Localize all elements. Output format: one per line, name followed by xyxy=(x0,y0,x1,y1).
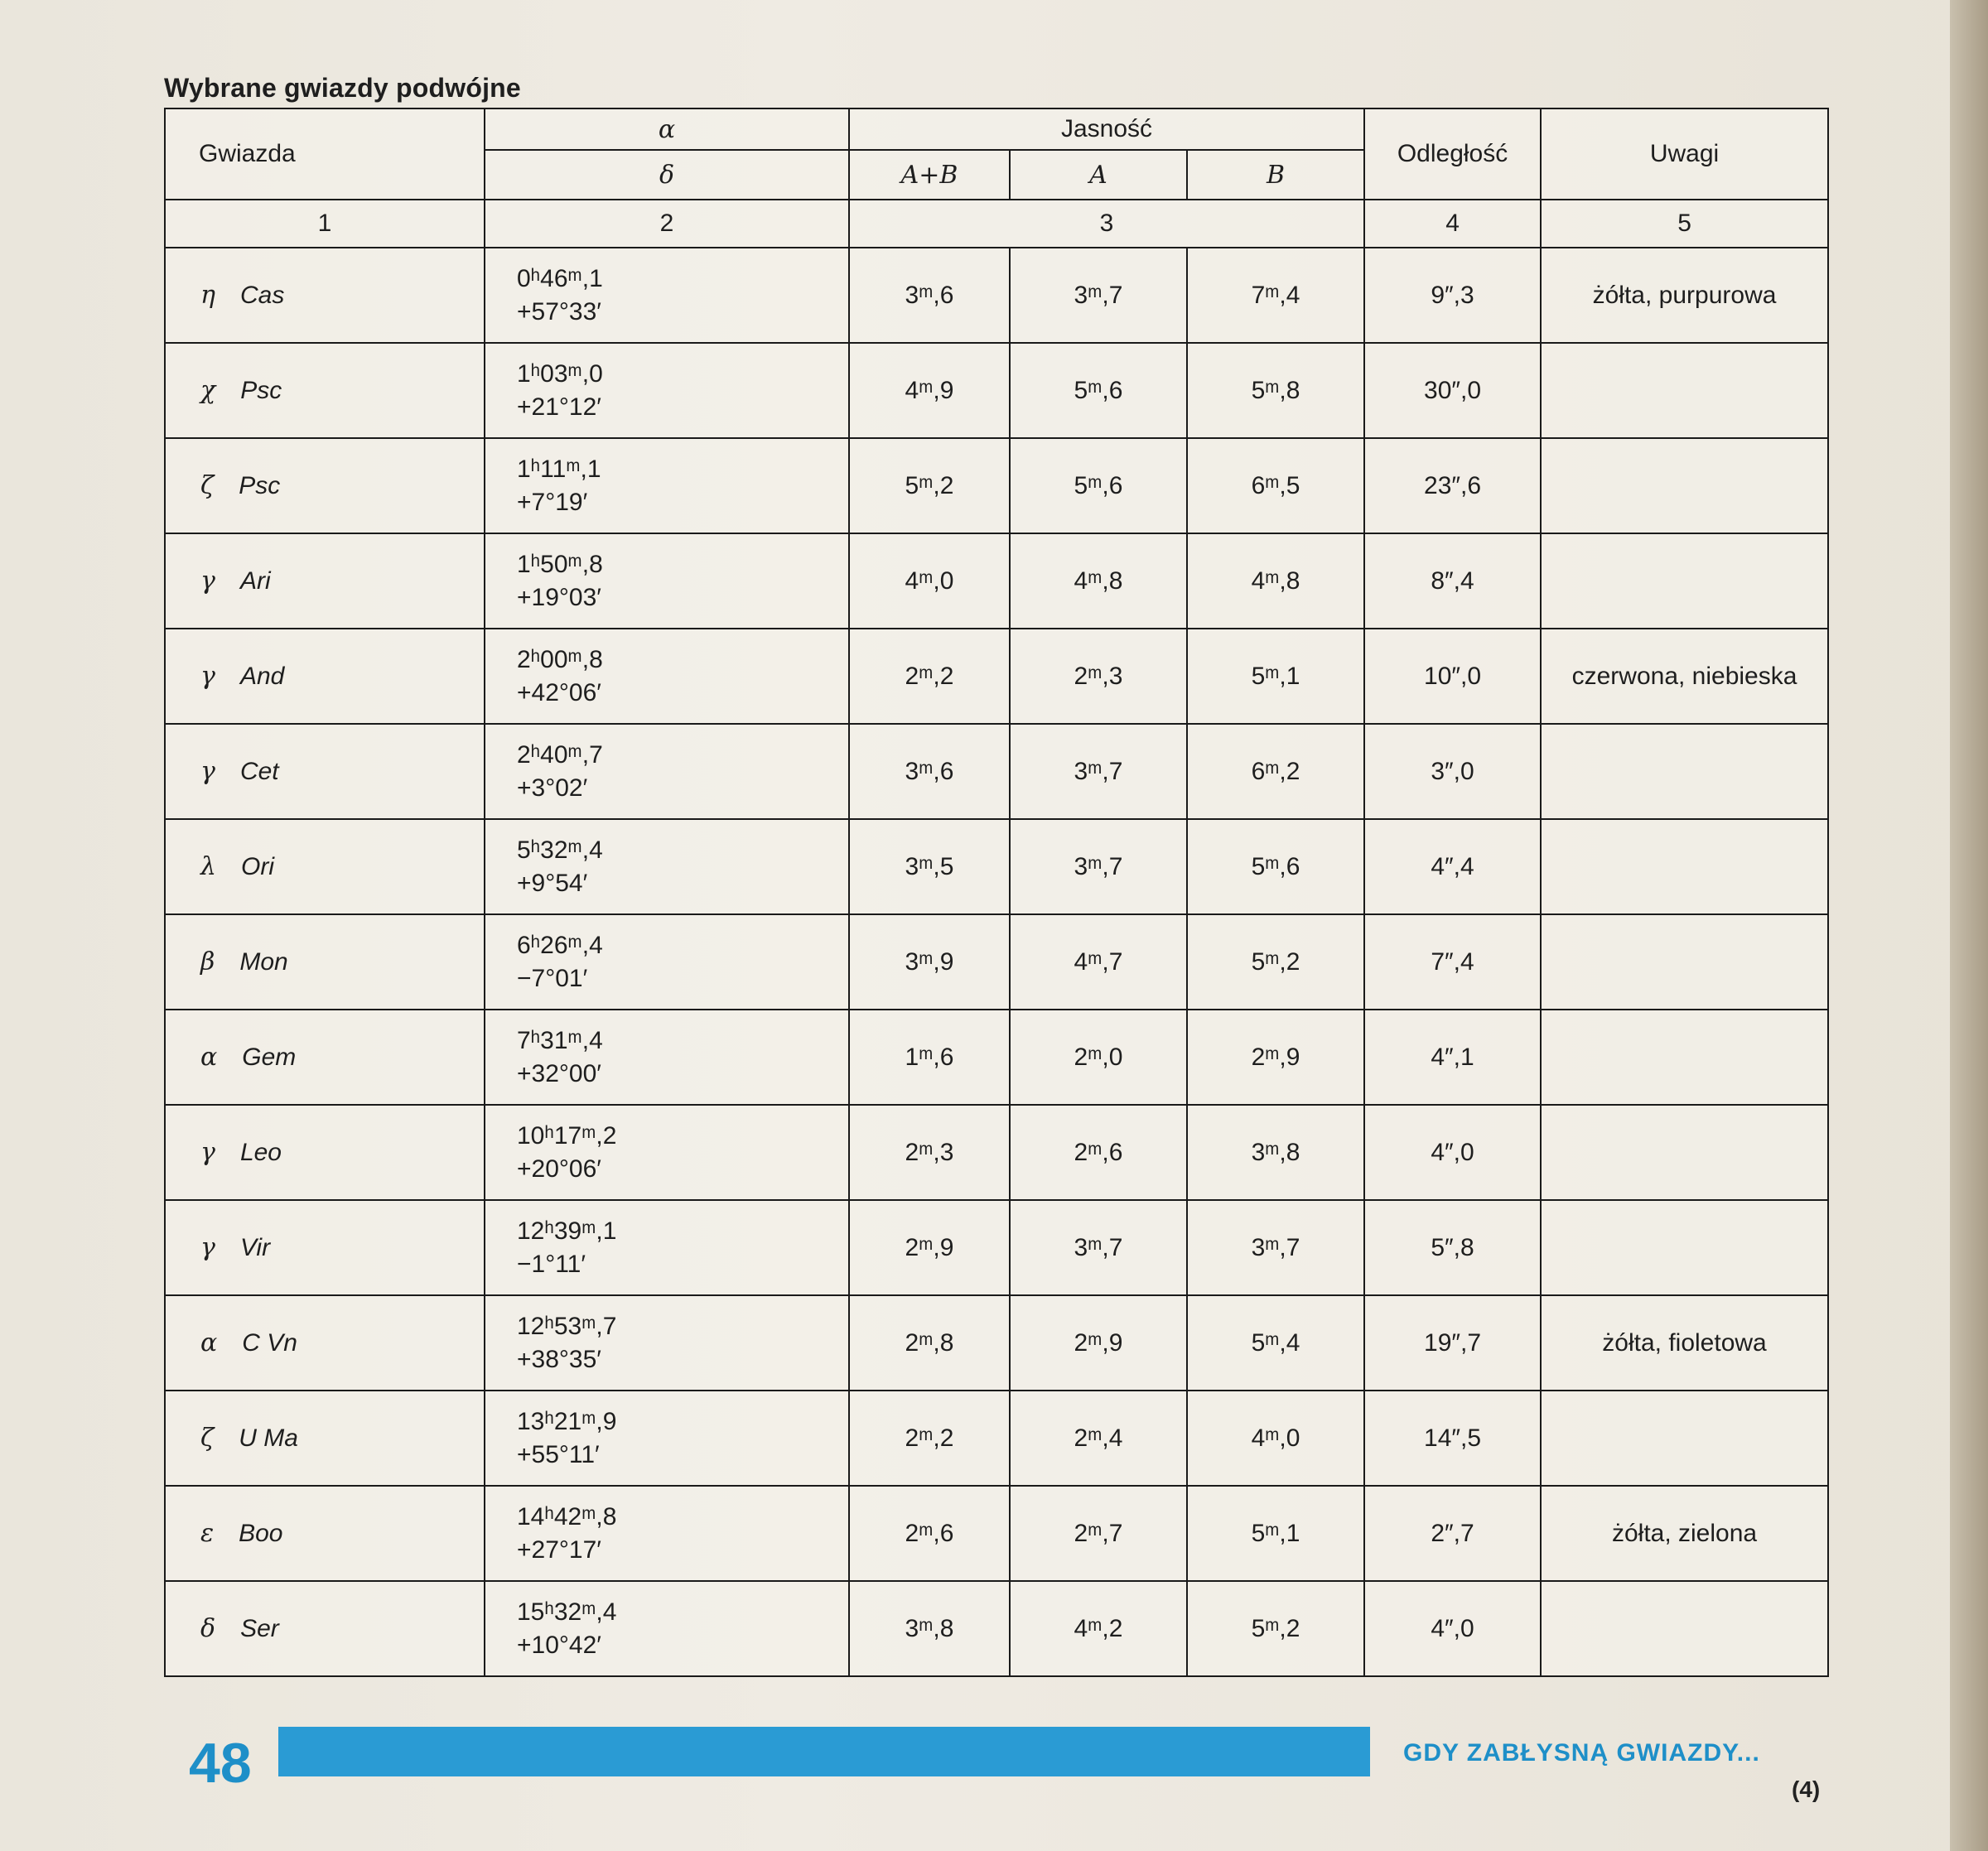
color-note: żółta, fioletowa xyxy=(1541,1295,1828,1391)
constellation: U Ma xyxy=(239,1424,298,1452)
header-b: B xyxy=(1187,150,1364,200)
star-greek-letter: γ xyxy=(200,1138,215,1167)
declination: +20°06′ xyxy=(517,1154,601,1183)
star-name-cell xyxy=(165,1105,485,1200)
separation: 10″,0 xyxy=(1364,629,1541,724)
magnitude-ab: 3ᵐ,6 xyxy=(849,724,1010,819)
coordinates-cell xyxy=(485,438,849,533)
page-number: 48 xyxy=(189,1732,252,1795)
color-note xyxy=(1541,1391,1828,1486)
column-number: 2 xyxy=(485,200,849,248)
constellation: Leo xyxy=(239,1139,282,1166)
separation: 2″,7 xyxy=(1364,1486,1541,1581)
magnitude-b: 5ᵐ,1 xyxy=(1187,629,1364,724)
declination: +32°00′ xyxy=(517,1059,601,1087)
right-ascension: 7ʰ31ᵐ,4 xyxy=(517,1026,603,1054)
declination: +7°19′ xyxy=(517,488,588,516)
star-greek-letter: ε xyxy=(200,1519,215,1548)
coordinates-cell xyxy=(485,629,849,724)
star-greek-letter: γ xyxy=(200,566,215,595)
right-ascension: 15ʰ32ᵐ,4 xyxy=(517,1598,617,1626)
constellation: Ser xyxy=(240,1615,279,1642)
magnitude-ab: 4ᵐ,9 xyxy=(849,343,1010,438)
star-greek-letter: η xyxy=(200,281,215,310)
declination: −1°11′ xyxy=(517,1250,586,1278)
color-note xyxy=(1541,343,1828,438)
header-delta: δ xyxy=(485,150,849,200)
table-row xyxy=(165,629,1828,724)
magnitude-ab: 3ᵐ,6 xyxy=(849,248,1010,343)
separation: 5″,8 xyxy=(1364,1200,1541,1295)
table-row xyxy=(165,1105,1828,1200)
constellation: Cas xyxy=(239,282,285,309)
right-ascension: 14ʰ42ᵐ,8 xyxy=(517,1502,617,1530)
magnitude-a: 2ᵐ,7 xyxy=(1010,1486,1187,1581)
magnitude-b: 5ᵐ,6 xyxy=(1187,819,1364,914)
color-note: żółta, zielona xyxy=(1541,1486,1828,1581)
column-number: 3 xyxy=(849,200,1364,248)
declination: +19°03′ xyxy=(517,583,601,611)
star-greek-letter: β xyxy=(200,947,215,976)
color-note: żółta, purpurowa xyxy=(1541,248,1828,343)
magnitude-a: 4ᵐ,2 xyxy=(1010,1581,1187,1676)
right-ascension: 12ʰ53ᵐ,7 xyxy=(517,1312,617,1340)
magnitude-a: 4ᵐ,8 xyxy=(1010,533,1187,629)
separation: 19″,7 xyxy=(1364,1295,1541,1391)
declination: +38°35′ xyxy=(517,1345,601,1373)
coordinates-cell xyxy=(485,819,849,914)
star-greek-letter: α xyxy=(200,1043,218,1072)
page-edge xyxy=(1950,0,1988,1851)
magnitude-b: 2ᵐ,9 xyxy=(1187,1010,1364,1105)
star-greek-letter: α xyxy=(200,1328,218,1357)
magnitude-ab: 2ᵐ,3 xyxy=(849,1105,1010,1200)
color-note xyxy=(1541,914,1828,1010)
magnitude-b: 7ᵐ,4 xyxy=(1187,248,1364,343)
magnitude-a: 3ᵐ,7 xyxy=(1010,724,1187,819)
star-name-cell xyxy=(165,1200,485,1295)
magnitude-a: 2ᵐ,4 xyxy=(1010,1391,1187,1486)
star-greek-letter: δ xyxy=(200,1614,216,1643)
star-greek-letter: χ xyxy=(200,376,216,405)
magnitude-b: 5ᵐ,2 xyxy=(1187,1581,1364,1676)
magnitude-a: 5ᵐ,6 xyxy=(1010,343,1187,438)
magnitude-a: 2ᵐ,3 xyxy=(1010,629,1187,724)
constellation: Boo xyxy=(239,1520,283,1547)
table-row xyxy=(165,533,1828,629)
right-ascension: 10ʰ17ᵐ,2 xyxy=(517,1121,617,1150)
book-title: GDY ZABŁYSNĄ GWIAZDY... xyxy=(1403,1739,1760,1767)
constellation: Gem xyxy=(242,1044,297,1071)
table-row xyxy=(165,1295,1828,1391)
coordinates-cell xyxy=(485,1486,849,1581)
separation: 23″,6 xyxy=(1364,438,1541,533)
declination: +42°06′ xyxy=(517,678,601,706)
coordinates-cell xyxy=(485,343,849,438)
star-name-cell xyxy=(165,533,485,629)
constellation: C Vn xyxy=(242,1329,297,1357)
declination: +27°17′ xyxy=(517,1535,601,1564)
header-ab: A+B xyxy=(849,150,1010,200)
coordinates-cell xyxy=(485,724,849,819)
star-name-cell xyxy=(165,629,485,724)
declination: +10°42′ xyxy=(517,1631,601,1659)
magnitude-ab: 3ᵐ,5 xyxy=(849,819,1010,914)
header-star: Gwiazda xyxy=(165,108,485,200)
declination: +57°33′ xyxy=(517,297,601,325)
magnitude-ab: 4ᵐ,0 xyxy=(849,533,1010,629)
table-row xyxy=(165,914,1828,1010)
star-greek-letter: λ xyxy=(200,852,217,881)
magnitude-ab: 2ᵐ,2 xyxy=(849,629,1010,724)
magnitude-b: 4ᵐ,8 xyxy=(1187,533,1364,629)
star-name-cell xyxy=(165,1295,485,1391)
magnitude-a: 4ᵐ,7 xyxy=(1010,914,1187,1010)
part-number: (4) xyxy=(1792,1776,1821,1802)
table-row xyxy=(165,1486,1828,1581)
coordinates-cell xyxy=(485,1010,849,1105)
right-ascension: 1ʰ50ᵐ,8 xyxy=(517,550,603,578)
star-greek-letter: ζ xyxy=(200,1424,215,1453)
table-row xyxy=(165,1010,1828,1105)
color-note xyxy=(1541,1200,1828,1295)
separation: 4″,0 xyxy=(1364,1581,1541,1676)
magnitude-b: 3ᵐ,8 xyxy=(1187,1105,1364,1200)
constellation: Cet xyxy=(239,758,279,785)
coordinates-cell xyxy=(485,1200,849,1295)
color-note xyxy=(1541,724,1828,819)
right-ascension: 0ʰ46ᵐ,1 xyxy=(517,264,603,292)
footer-bar xyxy=(278,1727,1370,1776)
magnitude-ab: 2ᵐ,6 xyxy=(849,1486,1010,1581)
star-name-cell xyxy=(165,914,485,1010)
table-row xyxy=(165,248,1828,343)
table-row xyxy=(165,724,1828,819)
separation: 4″,1 xyxy=(1364,1010,1541,1105)
magnitude-ab: 3ᵐ,9 xyxy=(849,914,1010,1010)
table-row xyxy=(165,819,1828,914)
coordinates-cell xyxy=(485,1295,849,1391)
color-note xyxy=(1541,533,1828,629)
declination: +21°12′ xyxy=(517,393,601,421)
separation: 30″,0 xyxy=(1364,343,1541,438)
header-alpha: α xyxy=(485,108,849,150)
separation: 14″,5 xyxy=(1364,1391,1541,1486)
constellation: Psc xyxy=(239,472,281,499)
table-title: Wybrane gwiazdy podwójne xyxy=(164,73,521,103)
constellation: Mon xyxy=(239,948,288,976)
table-row xyxy=(165,1391,1828,1486)
table-row xyxy=(165,438,1828,533)
separation: 3″,0 xyxy=(1364,724,1541,819)
star-name-cell xyxy=(165,1581,485,1676)
right-ascension: 13ʰ21ᵐ,9 xyxy=(517,1407,617,1435)
separation: 8″,4 xyxy=(1364,533,1541,629)
magnitude-a: 2ᵐ,9 xyxy=(1010,1295,1187,1391)
column-number: 4 xyxy=(1364,200,1541,248)
right-ascension: 5ʰ32ᵐ,4 xyxy=(517,836,603,864)
color-note: czerwona, niebieska xyxy=(1541,629,1828,724)
magnitude-b: 5ᵐ,4 xyxy=(1187,1295,1364,1391)
magnitude-a: 2ᵐ,6 xyxy=(1010,1105,1187,1200)
star-greek-letter: γ xyxy=(200,757,215,786)
right-ascension: 1ʰ11ᵐ,1 xyxy=(517,455,601,483)
header-a: A xyxy=(1010,150,1187,200)
coordinates-cell xyxy=(485,533,849,629)
magnitude-b: 5ᵐ,1 xyxy=(1187,1486,1364,1581)
star-greek-letter: γ xyxy=(200,1233,215,1262)
magnitude-b: 3ᵐ,7 xyxy=(1187,1200,1364,1295)
table-row xyxy=(165,1200,1828,1295)
magnitude-a: 5ᵐ,6 xyxy=(1010,438,1187,533)
constellation: Ori xyxy=(241,853,275,880)
magnitude-ab: 2ᵐ,2 xyxy=(849,1391,1010,1486)
star-name-cell xyxy=(165,343,485,438)
magnitude-b: 4ᵐ,0 xyxy=(1187,1391,1364,1486)
constellation: And xyxy=(239,663,285,690)
magnitude-a: 3ᵐ,7 xyxy=(1010,248,1187,343)
magnitude-b: 5ᵐ,2 xyxy=(1187,914,1364,1010)
constellation: Vir xyxy=(239,1234,271,1261)
star-name-cell xyxy=(165,724,485,819)
magnitude-b: 5ᵐ,8 xyxy=(1187,343,1364,438)
magnitude-ab: 3ᵐ,8 xyxy=(849,1581,1010,1676)
magnitude-b: 6ᵐ,2 xyxy=(1187,724,1364,819)
star-name-cell xyxy=(165,438,485,533)
star-name-cell xyxy=(165,819,485,914)
separation: 4″,4 xyxy=(1364,819,1541,914)
right-ascension: 1ʰ03ᵐ,0 xyxy=(517,359,603,388)
color-note xyxy=(1541,438,1828,533)
color-note xyxy=(1541,1581,1828,1676)
magnitude-ab: 5ᵐ,2 xyxy=(849,438,1010,533)
column-number: 1 xyxy=(165,200,485,248)
star-name-cell xyxy=(165,1010,485,1105)
table-row xyxy=(165,343,1828,438)
magnitude-a: 3ᵐ,7 xyxy=(1010,1200,1187,1295)
double-stars-table xyxy=(164,108,1829,1677)
magnitude-a: 2ᵐ,0 xyxy=(1010,1010,1187,1105)
header-distance: Odległość xyxy=(1364,108,1541,200)
declination: +9°54′ xyxy=(517,869,588,897)
star-name-cell xyxy=(165,248,485,343)
separation: 4″,0 xyxy=(1364,1105,1541,1200)
separation: 7″,4 xyxy=(1364,914,1541,1010)
star-name-cell xyxy=(165,1391,485,1486)
right-ascension: 6ʰ26ᵐ,4 xyxy=(517,931,603,959)
star-greek-letter: γ xyxy=(200,662,215,691)
separation: 9″,3 xyxy=(1364,248,1541,343)
table-row xyxy=(165,1581,1828,1676)
coordinates-cell xyxy=(485,1391,849,1486)
color-note xyxy=(1541,819,1828,914)
right-ascension: 2ʰ00ᵐ,8 xyxy=(517,645,603,673)
coordinates-cell xyxy=(485,248,849,343)
declination: −7°01′ xyxy=(517,964,588,992)
coordinates-cell xyxy=(485,1581,849,1676)
declination: +55°11′ xyxy=(517,1440,600,1468)
magnitude-ab: 2ᵐ,8 xyxy=(849,1295,1010,1391)
declination: +3°02′ xyxy=(517,774,588,802)
header-brightness: Jasność xyxy=(849,108,1364,150)
column-number: 5 xyxy=(1541,200,1828,248)
constellation: Psc xyxy=(240,377,282,404)
coordinates-cell xyxy=(485,1105,849,1200)
right-ascension: 2ʰ40ᵐ,7 xyxy=(517,740,603,769)
magnitude-b: 6ᵐ,5 xyxy=(1187,438,1364,533)
magnitude-ab: 1ᵐ,6 xyxy=(849,1010,1010,1105)
coordinates-cell xyxy=(485,914,849,1010)
color-note xyxy=(1541,1010,1828,1105)
constellation: Ari xyxy=(239,567,271,595)
star-greek-letter: ζ xyxy=(200,471,215,500)
magnitude-ab: 2ᵐ,9 xyxy=(849,1200,1010,1295)
color-note xyxy=(1541,1105,1828,1200)
header-notes: Uwagi xyxy=(1541,108,1828,200)
right-ascension: 12ʰ39ᵐ,1 xyxy=(517,1217,617,1245)
star-name-cell xyxy=(165,1486,485,1581)
magnitude-a: 3ᵐ,7 xyxy=(1010,819,1187,914)
